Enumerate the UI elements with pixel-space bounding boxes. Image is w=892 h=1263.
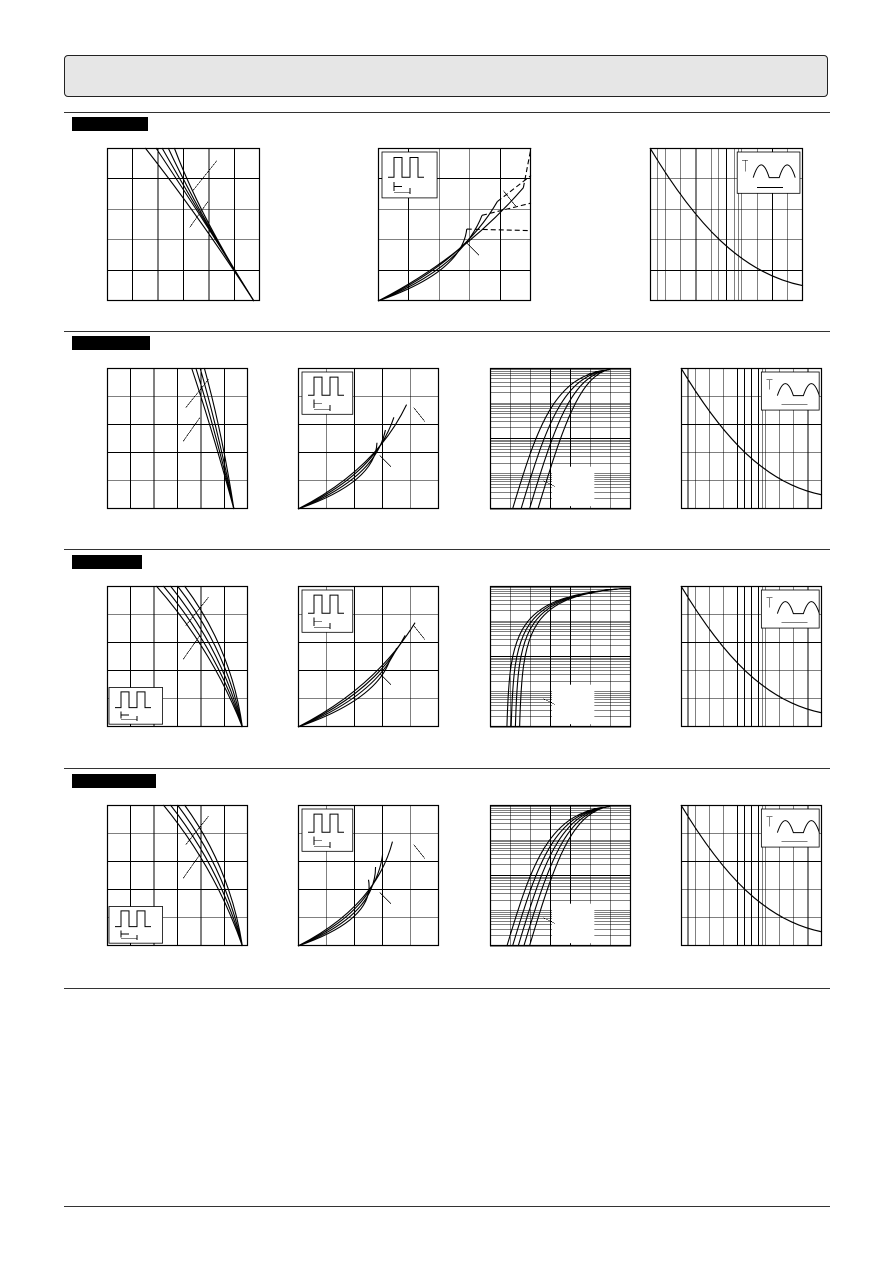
chart-1-1 bbox=[107, 148, 260, 301]
section-divider bbox=[64, 988, 830, 989]
waveform-inset bbox=[761, 809, 819, 847]
chart-4-1 bbox=[107, 805, 248, 946]
chart-2-1 bbox=[107, 368, 248, 509]
chart-2-4 bbox=[681, 368, 822, 509]
legend-box bbox=[552, 904, 594, 943]
waveform-inset bbox=[761, 590, 819, 628]
waveform-inset bbox=[109, 907, 163, 944]
document-header-bar bbox=[64, 55, 828, 97]
chart-3-4 bbox=[681, 586, 822, 727]
chart-1-3 bbox=[650, 148, 803, 301]
chart-4-2 bbox=[298, 805, 439, 946]
section-1-label bbox=[72, 117, 148, 131]
waveform-inset bbox=[302, 372, 353, 414]
waveform-inset bbox=[737, 152, 800, 193]
section-2-label bbox=[72, 336, 150, 350]
chart-1-2 bbox=[378, 148, 531, 301]
section-divider bbox=[64, 331, 830, 332]
section-4-label bbox=[72, 774, 156, 788]
chart-3-2 bbox=[298, 586, 439, 727]
section-divider bbox=[64, 768, 830, 769]
chart-4-4 bbox=[681, 805, 822, 946]
legend-box bbox=[552, 685, 594, 724]
chart-3-1 bbox=[107, 586, 248, 727]
chart-4-3 bbox=[490, 805, 631, 946]
chart-2-3 bbox=[490, 368, 631, 509]
waveform-inset bbox=[109, 688, 163, 725]
waveform-inset bbox=[302, 590, 353, 632]
legend-box bbox=[552, 467, 594, 506]
chart-2-2 bbox=[298, 368, 439, 509]
waveform-inset bbox=[761, 372, 819, 410]
section-3-label bbox=[72, 555, 142, 569]
chart-3-3 bbox=[490, 586, 631, 727]
section-divider bbox=[64, 549, 830, 550]
waveform-inset bbox=[302, 809, 353, 851]
footer-divider bbox=[64, 1206, 830, 1207]
section-divider bbox=[64, 112, 830, 113]
